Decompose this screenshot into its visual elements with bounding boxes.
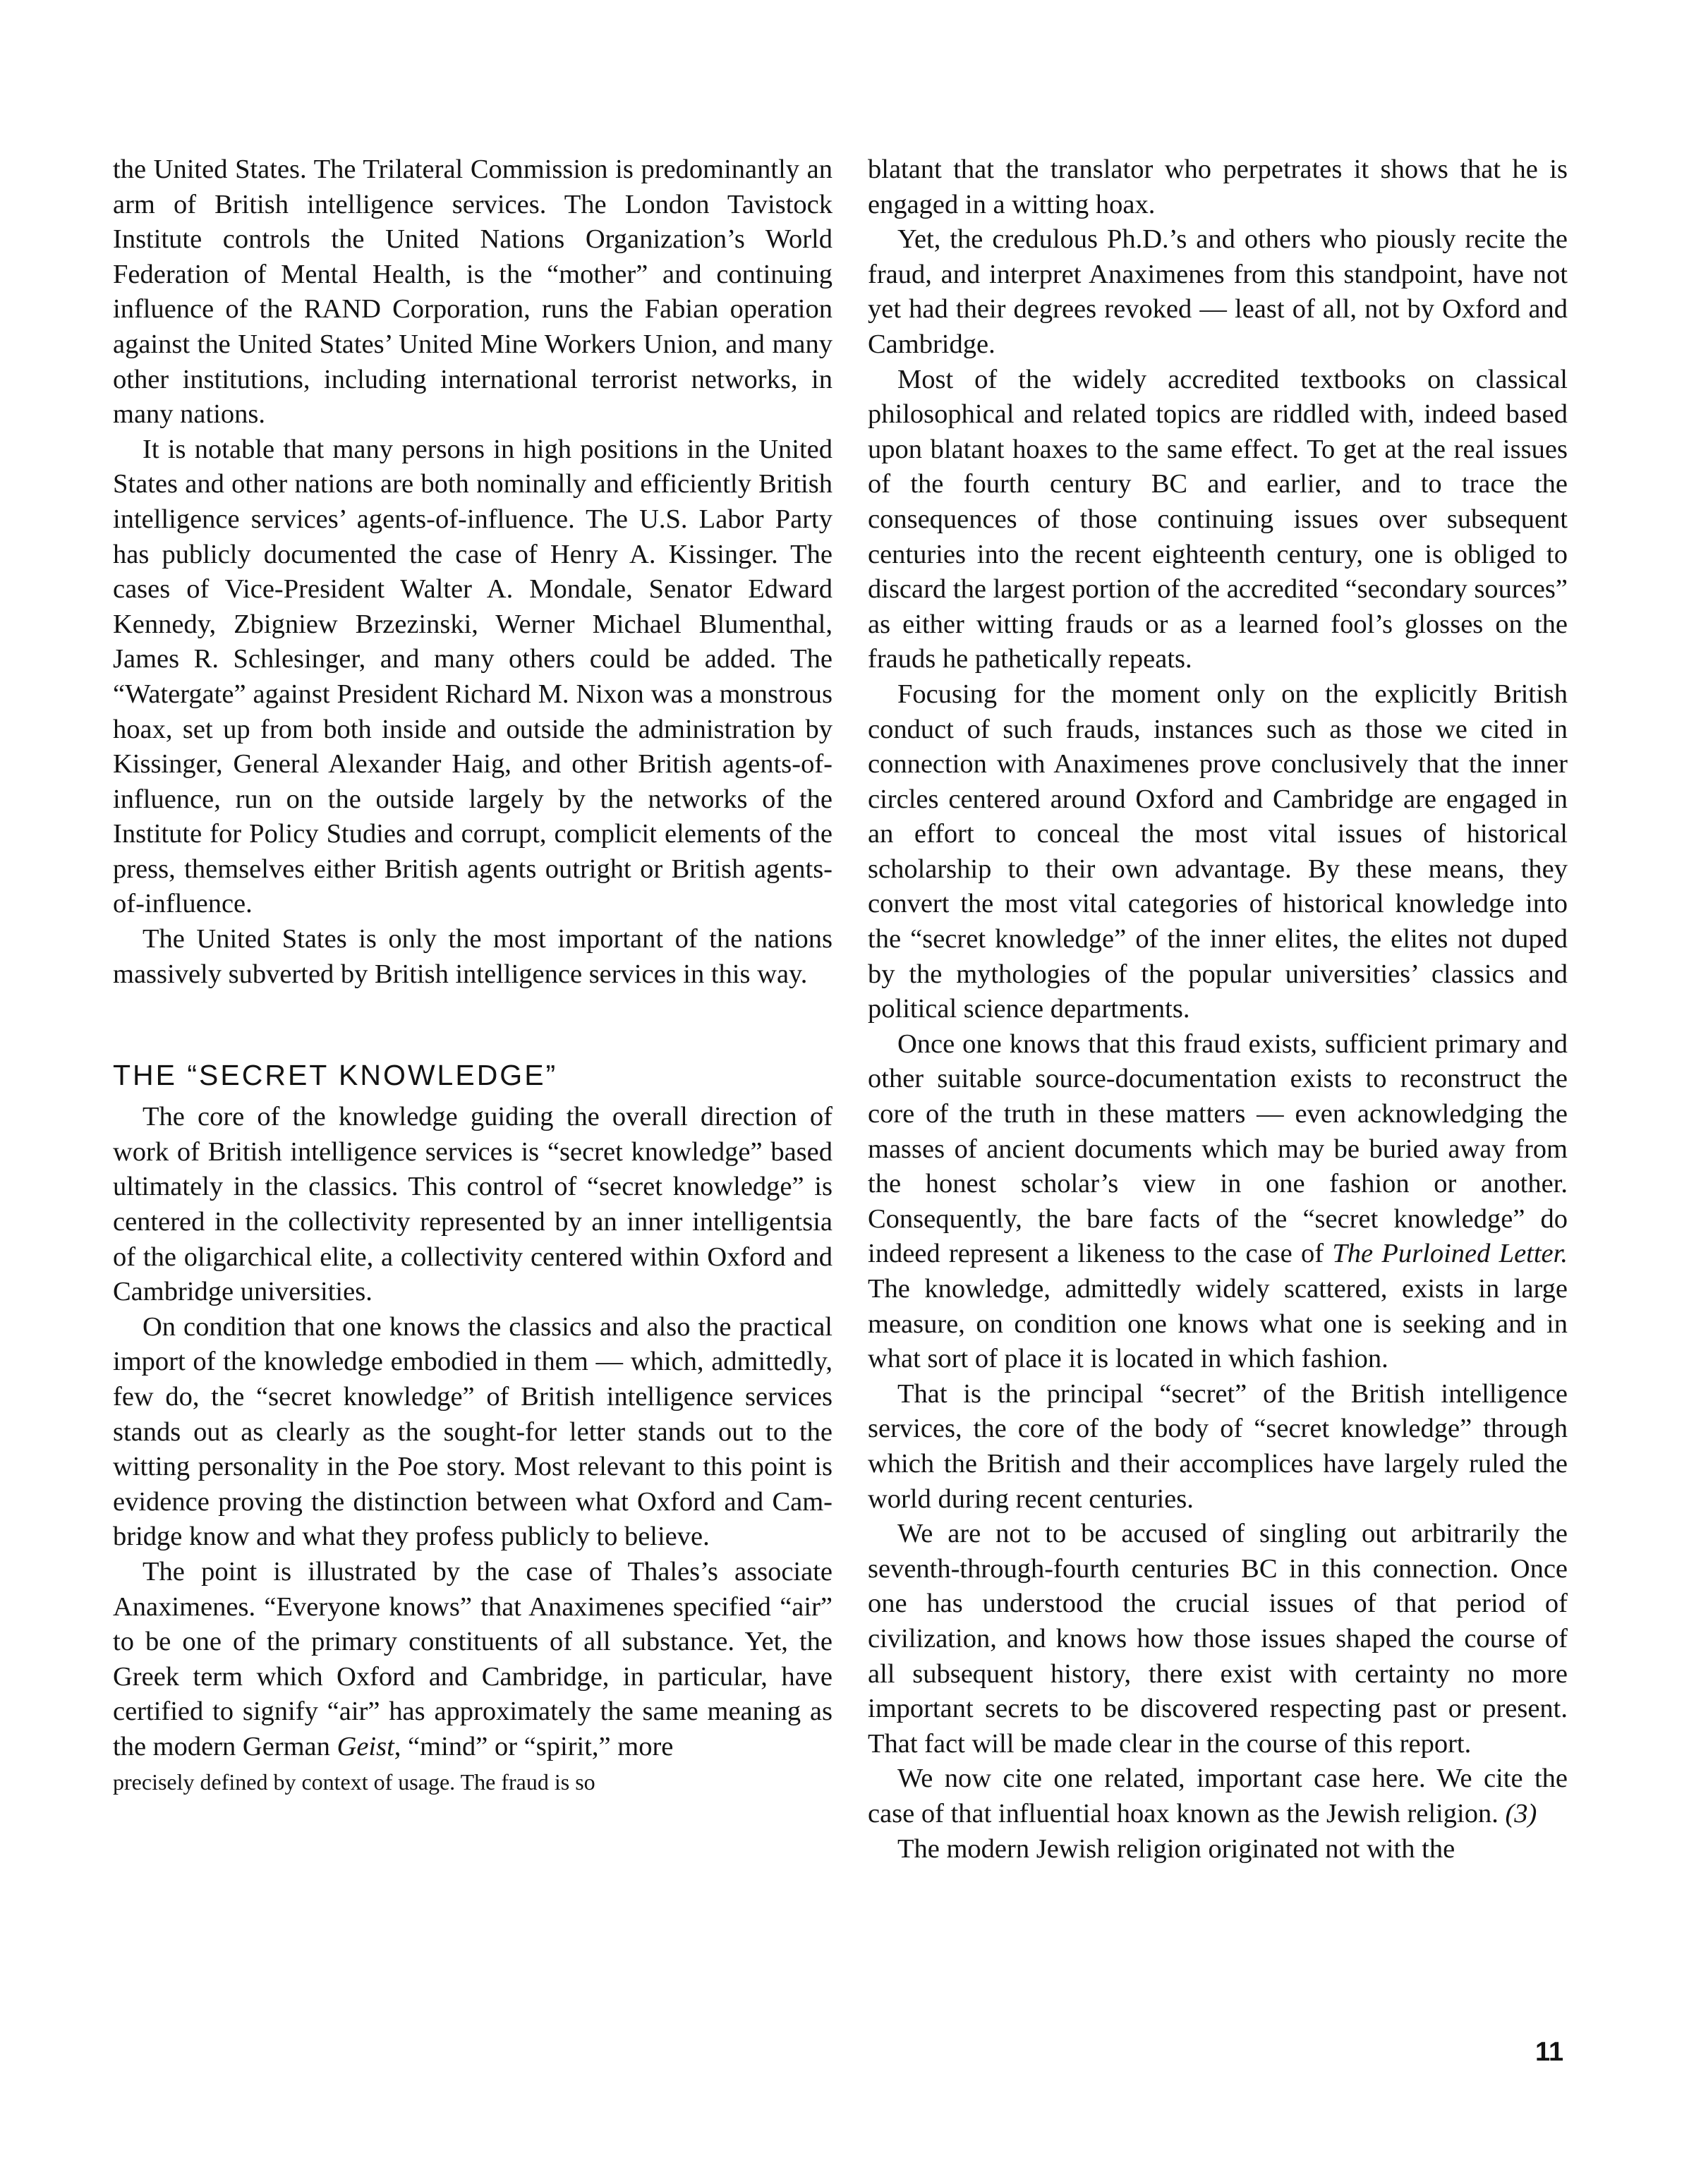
paragraph: Yet, the credulous Ph.D.’s and others who piously recite the fraud, and interpret Anaximenes from this standpoint, have not yet had their degrees revoked — least of all, not by Oxford and Cambridge. [868,224,1568,359]
paragraph [868,1027,1568,1377]
section-heading: THE “SECRET KNOWLEDGE” [113,1059,558,1092]
paragraph: The modern Jewish religion originated not with the [897,1833,1455,1864]
paragraph: Focusing for the moment only on the explicitly British conduct of such frauds, instances such as those we cited in connection with Anaximenes prove conclusively that the inner circles centered around Oxford and Cambridge are engaged in an effort to conceal the most vital issues of historical scholarship to their own advantage. By these means, they convert the most vital categories of historical knowledge into the “secret knowledge” of the inner elites, the elites not duped by the mythologies of the popular universities’ classics and political science departments. [868,679,1568,1024]
right-column [868,152,1568,1867]
italic-title: The Purloined Letter. [1332,1239,1568,1269]
paragraph [868,1761,1568,1831]
paragraph: On condition that one knows the classics and also the practical import of the knowledge embodied in them — which, admittedly, few do, the “secret knowledge” of British intelligence services stands out as clearly as the sought-for letter stands out to the witting personality in the Poe story. Most relevant to this point is evidence proving the distinction between what Oxford and Cambridge know and what they profess publicly to believe. [113,1311,833,1552]
paragraph: blatant that the translator who perpetrates it shows that he is engaged in a witting hoax. [868,154,1568,219]
paragraph-text: The point is illustrated by the case of Thales’s associate Anaximenes. “Everyone knows” that Anaximenes specified “air” to be one of the primary constituents of all substance. Yet, the Greek term which Oxford and Cambridge, in particular, have certified to signify “air” has approximately the same meaning as the modern German [113,1556,833,1761]
paragraph: the United States. The Trilateral Commission is predominantly an arm of British intelligence services. The London Tavistock Institute controls the United Nations Organization’s World Federation of Mental Health, is the “mother” and continuing influence of the RAND Corporation, runs the Fabian operation against the United States’ United Mine Workers Union, and many other institutions, including international terrorist networks, in many nations. [113,154,833,430]
italic-term: Geist [337,1731,394,1761]
paragraph-text: Once one knows that this fraud exists, sufficient primary and other suitable source-documentation exists to reconstruct the core of the truth in these matters — even acknowledging the masses of ancient documents which may be buried away from the honest scholar’s view in one fashion or another. Consequently, the bare facts of the “secret knowledge” do indeed represent a likeness to the case of [868,1029,1568,1269]
paragraph: It is notable that many persons in high positions in the United States and other nations are both nominally and efficiently British intelligence services’ agents-of-influence. The U.S. Labor Party has publicly documented the case of Henry A. Kissinger. The cases of Vice-President Walter A. Mondale, Senator Edward Kennedy, Zbigniew Brzezinski, Werner Michael Blumenthal, James R. Schlesinger, and many others could be added. The “Watergate” against President Richard M. Nixon was a monstrous hoax, set up from both inside and outside the administration by Kissinger, General Alexander Haig, and other British agents-of-influence, run on the outside largely by the networks of the Institute for Policy Studies and corrupt, complicit elements of the press, themselves either British agents outright or British agents-of-influence. [113,434,833,919]
left-column [113,152,833,1800]
paragraph: The core of the knowledge guiding the overall direction of work of British intelligence services is “secret knowledge” based ultimately in the classics. This control of “secret knowledge” is centered in the collectivity represented by an inner intelligentsia of the oligarchical elite, a collectivity centered within Oxford and Cambridge universities. [113,1102,833,1307]
paragraph: Most of the widely accredited textbooks on classical philosophical and related topics are riddled with, indeed based upon blatant hoaxes to the same effect. To get at the real issues of the fourth century BC and earlier, and to trace the consequences of those continuing issues over subsequent centuries into the recent eighteenth century, one is obliged to discard the largest portion of the accredited “secondary sources” as either witting frauds or as a learned fool’s glosses on the frauds he pathetically repeats. [868,364,1568,674]
page-number: 11 [1535,2037,1564,2067]
paragraph: That is the principal “secret” of the British intelligence services, the core of the body of “secret knowledge” through which the British and their accomplices have largely ruled the world during recent centuries. [868,1378,1568,1514]
paragraph-text: The knowledge, admittedly widely scattered, exists in large measure, on condition one knows what one is seeking and in what sort of place it is located in which fashion. [868,1274,1568,1374]
paragraph-text: , “mind” or “spirit,” more [394,1731,674,1761]
footnote-reference: (3) [1505,1798,1537,1828]
paragraph [113,1555,833,1765]
paragraph-small-line: precisely defined by context of usage. The fraud is so [113,1769,595,1795]
paragraph: The United States is only the most important of the nations massively subverted by British intelligence services in this way. [113,924,833,989]
paragraph: We are not to be accused of singling out arbitrarily the seventh-through-fourth centuries BC in this connection. Once one has understood the crucial issues of that period of civilization, and knows how those issues shaped the course of all subsequent history, there exist with certainty no more important secrets to be discovered respecting past or present. That fact will be made clear in the course of this report. [868,1519,1568,1759]
paragraph-text: We now cite one related, important case here. We cite the case of that influential hoax known as the Jewish religion. [868,1764,1568,1828]
